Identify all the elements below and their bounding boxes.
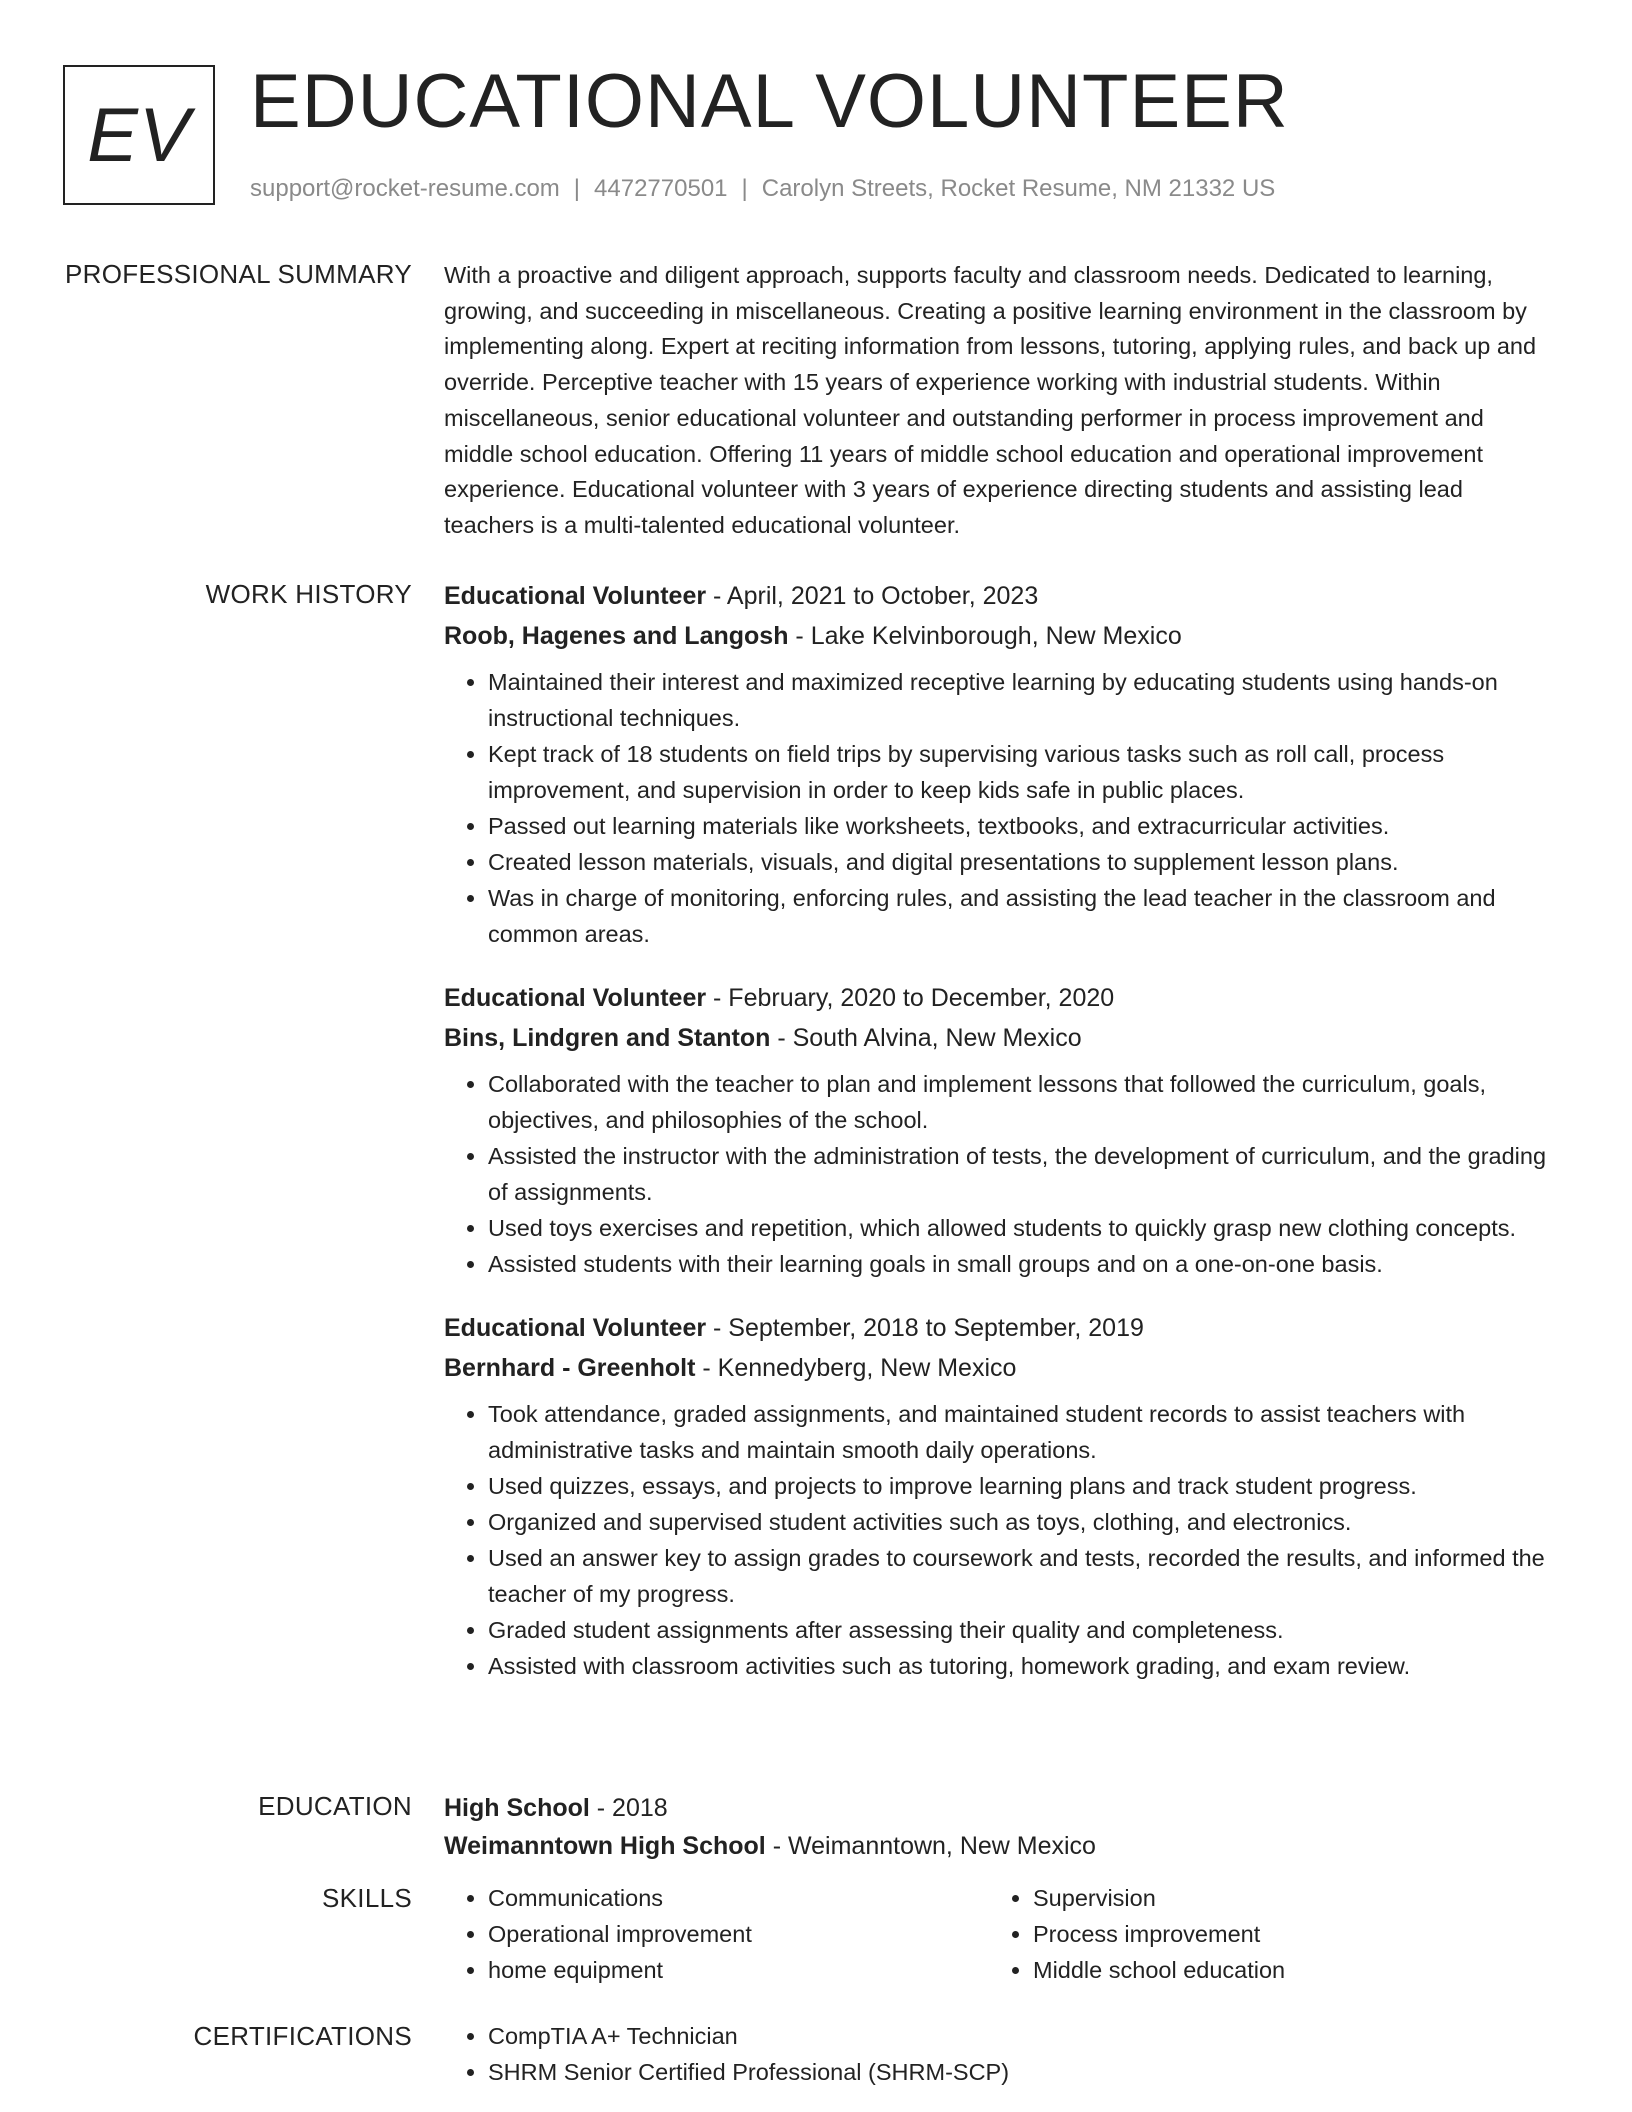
contact-separator: | — [741, 175, 748, 202]
job-dates: - April, 2021 to October, 2023 — [706, 582, 1039, 610]
education-location: - Weimanntown, New Mexico — [765, 1832, 1096, 1860]
skills-grid — [444, 1880, 1554, 1988]
contact-separator: | — [573, 175, 581, 202]
education-body — [444, 1788, 1554, 1864]
job-dates: - September, 2018 to September, 2019 — [706, 1314, 1144, 1342]
skill-item: • Process improvement — [1033, 1916, 1534, 1952]
job-bullet: • Graded student assignments after assessing their quality and completeness. — [488, 1612, 1554, 1648]
skill-item: • Middle school education — [1033, 1952, 1534, 1988]
skills-column-left — [444, 1880, 989, 1988]
skills-column-right — [989, 1880, 1534, 1988]
job-title-line — [444, 576, 1554, 616]
job-title: Educational Volunteer — [444, 582, 707, 610]
education-degree: High School — [444, 1794, 590, 1822]
certification-item: • CompTIA A+ Technician — [488, 2018, 1554, 2054]
job-company-line — [444, 1018, 1554, 1058]
monogram-text: EV — [87, 92, 191, 178]
contact-email[interactable]: support@rocket-resume.com — [250, 175, 560, 202]
job-bullet: • Used toys exercises and repetition, which allowed students to quickly grasp new clothing concepts. — [488, 1210, 1554, 1246]
job-company-line — [444, 1348, 1554, 1388]
job-bullets — [444, 1396, 1554, 1684]
job-bullet: • Passed out learning materials like worksheets, textbooks, and extracurricular activities. — [488, 808, 1554, 844]
job-bullet: • Organized and supervised student activities such as toys, clothing, and electronics. — [488, 1504, 1554, 1540]
summary-text: With a proactive and diligent approach, supports faculty and classroom needs. Dedicated to learning, growing, and succeeding in miscellaneous. Creating a positive learning environment in the classroom by implementing along. Expert at reciting information from lessons, tutoring, applying rules, and back up and override. Perceptive teacher with 15 years of experience working with industrial students. Within miscellaneous, senior educational volunteer and outstanding performer in process improvement and middle school education. Offering 11 years of middle school education and operational improvement experience. Educational volunteer with 3 years of experience directing students and assisting lead teachers is a multi-talented educational volunteer. — [444, 262, 1537, 538]
job-company: Bernhard - Greenholt — [444, 1354, 696, 1382]
job-location: - South Alvina, New Mexico — [770, 1024, 1082, 1052]
job-title-line — [444, 978, 1554, 1018]
education-school-line — [444, 1828, 1554, 1864]
job-bullet: • Assisted the instructor with the administration of tests, the development of curriculum, and the grading of assignments. — [488, 1138, 1554, 1210]
job-bullet: • Maintained their interest and maximized receptive learning by educating students using hands-on instructional techniques. — [488, 664, 1554, 736]
job-entry — [444, 978, 1554, 1282]
section-heading: PROFESSIONAL SUMMARY — [65, 259, 412, 289]
job-bullet: • Used quizzes, essays, and projects to improve learning plans and track student progress. — [488, 1468, 1554, 1504]
job-bullet: • Collaborated with the teacher to plan and implement lessons that followed the curriculum, goals, objectives, and philosophies of the school. — [488, 1066, 1554, 1138]
job-entry — [444, 1308, 1554, 1684]
certifications-body — [444, 2018, 1554, 2090]
job-company-line — [444, 616, 1554, 656]
job-bullet: • Took attendance, graded assignments, and maintained student records to assist teachers with administrative tasks and maintain smooth daily operations. — [488, 1396, 1554, 1468]
skills-body — [444, 1880, 1554, 1988]
job-company: Roob, Hagenes and Langosh — [444, 622, 789, 650]
summary-body — [444, 256, 1554, 544]
job-bullet: • Kept track of 18 students on field trips by supervising various tasks such as roll call, process improvement, and supervision in order to keep kids safe in public places. — [488, 736, 1554, 808]
job-dates: - February, 2020 to December, 2020 — [706, 984, 1115, 1012]
skill-item: • Supervision — [1033, 1880, 1534, 1916]
section-heading: WORK HISTORY — [205, 579, 412, 609]
skill-item: • Communications — [488, 1880, 989, 1916]
job-location: - Kennedyberg, New Mexico — [695, 1354, 1017, 1382]
job-bullet: • Used an answer key to assign grades to coursework and tests, recorded the results, and informed the teacher of my progress. — [488, 1540, 1554, 1612]
job-title: Educational Volunteer — [444, 984, 707, 1012]
candidate-name: EDUCATIONAL VOLUNTEER — [250, 59, 1289, 144]
job-bullet: • Assisted with classroom activities such as tutoring, homework grading, and exam review. — [488, 1648, 1554, 1684]
job-bullet: • Created lesson materials, visuals, and digital presentations to supplement lesson plans. — [488, 844, 1554, 880]
contact-address: Carolyn Streets, Rocket Resume, NM 21332 US — [761, 175, 1276, 202]
skill-item: • home equipment — [488, 1952, 989, 1988]
job-bullet: • Was in charge of monitoring, enforcing rules, and assisting the lead teacher in the classroom and common areas. — [488, 880, 1554, 952]
contact-phone[interactable]: 4472770501 — [594, 175, 728, 202]
job-entry — [444, 576, 1554, 952]
job-company: Bins, Lindgren and Stanton — [444, 1024, 771, 1052]
certifications-list — [444, 2018, 1554, 2090]
certification-item: • SHRM Senior Certified Professional (SHRM-SCP) — [488, 2054, 1554, 2090]
contact-line — [250, 172, 1275, 206]
section-heading: CERTIFICATIONS — [193, 2021, 412, 2051]
job-location: - Lake Kelvinborough, New Mexico — [788, 622, 1182, 650]
section-heading: SKILLS — [322, 1883, 412, 1913]
education-school: Weimanntown High School — [444, 1832, 766, 1860]
work-history-body — [444, 576, 1554, 1684]
section-heading: EDUCATION — [258, 1791, 412, 1821]
job-bullets — [444, 664, 1554, 952]
job-title: Educational Volunteer — [444, 1314, 707, 1342]
job-bullets — [444, 1066, 1554, 1282]
skill-item: • Operational improvement — [488, 1916, 989, 1952]
education-year: - 2018 — [589, 1794, 668, 1822]
education-degree-line — [444, 1788, 1554, 1828]
job-bullet: • Assisted students with their learning goals in small groups and on a one-on-one basis. — [488, 1246, 1554, 1282]
monogram-box — [63, 65, 215, 205]
job-title-line — [444, 1308, 1554, 1348]
